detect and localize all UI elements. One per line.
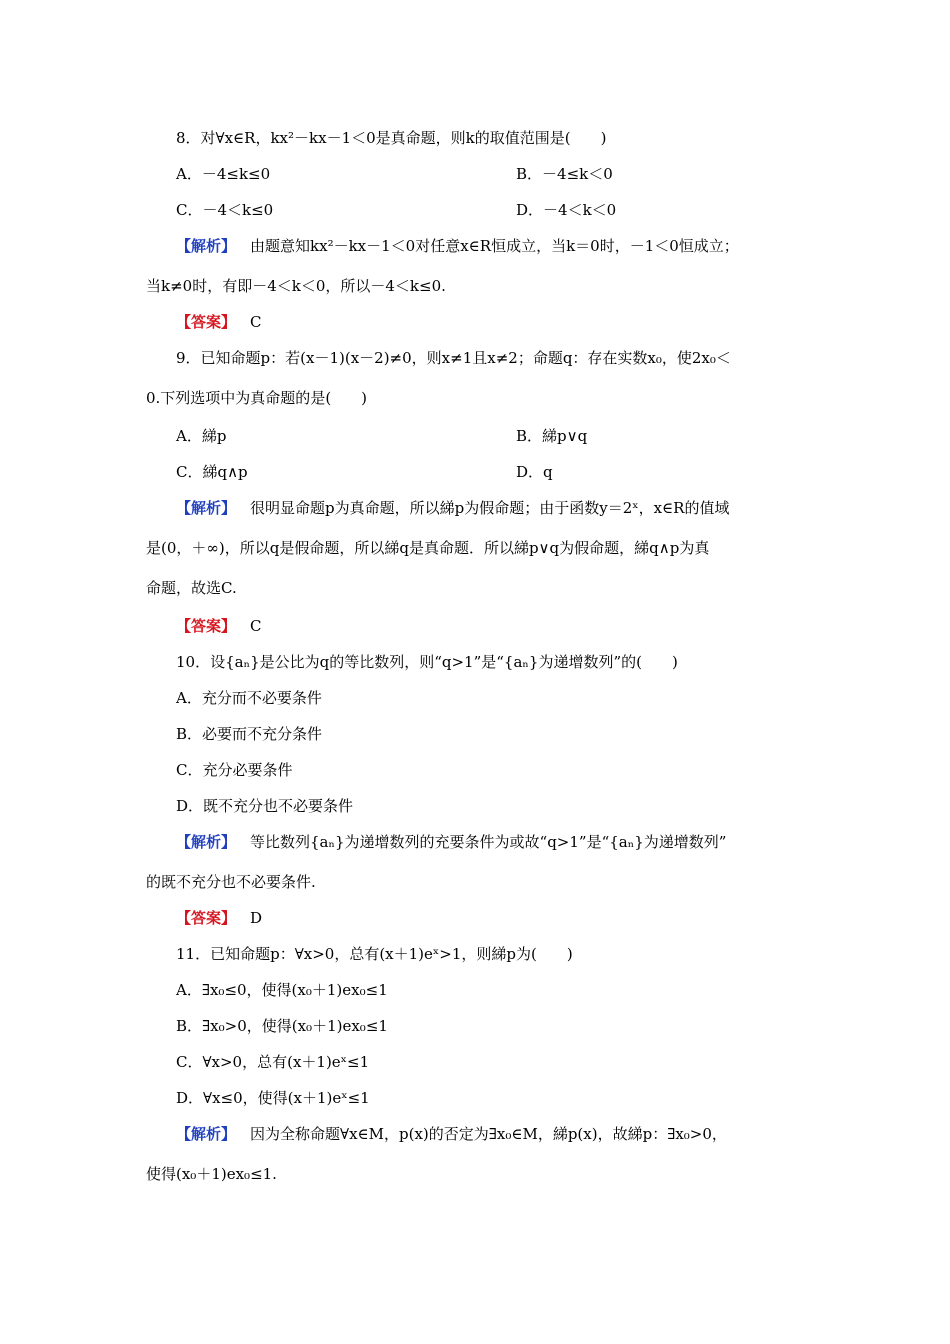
q9-analysis-text-1: 很明显命题p为真命题，所以綈p为假命题；由于函数y＝2ˣ，x∈R的值域	[250, 499, 730, 517]
q9-answer	[176, 616, 262, 636]
q10-answer-value: D	[250, 909, 263, 927]
q9-stem-line-1: 9．已知命题p：若(x－1)(x－2)≠0，则x≠1且x≠2；命题q：存在实数x₀，使2x₀＜	[176, 349, 731, 367]
q10-analysis-text-1: 等比数列{aₙ}为递增数列的充要条件为或故“q>1”是“{aₙ}为递增数列”	[250, 833, 727, 851]
q8-option-a: A．－4≤k≤0	[176, 165, 271, 183]
q11-stem: 11．已知命题p：∀x>0，总有(x＋1)eˣ>1，则綈p为( )	[176, 945, 573, 963]
q9-option-a: A．綈p	[176, 427, 227, 445]
q9-answer-value: C	[250, 617, 262, 635]
q9-option-d: D．q	[516, 463, 553, 481]
q8-answer	[176, 312, 262, 332]
q10-option-c: C．充分必要条件	[176, 761, 293, 779]
q11-analysis-line-2: 使得(x₀＋1)ex₀≤1.	[146, 1165, 277, 1183]
q8-stem: 8．对∀x∈R，kx²－kx－1＜0是真命题，则k的取值范围是( )	[176, 129, 607, 147]
answer-label: 【答案】	[176, 313, 237, 331]
answer-label: 【答案】	[176, 909, 237, 927]
q8-analysis-line-1	[176, 236, 739, 256]
q9-option-c: C．綈q∧p	[176, 463, 248, 481]
q11-analysis-text-1: 因为全称命题∀x∈M，p(x)的否定为∃x₀∈M，綈p(x)，故綈p：∃x₀>0，	[250, 1125, 727, 1143]
q11-option-a: A．∃x₀≤0，使得(x₀＋1)ex₀≤1	[176, 981, 388, 999]
q10-stem: 10．设{aₙ}是公比为q的等比数列，则“q>1”是“{aₙ}为递增数列”的( )	[176, 653, 678, 671]
q8-analysis-text-1: 由题意知kx²－kx－1＜0对任意x∈R恒成立，当k＝0时，－1＜0恒成立；	[250, 237, 739, 255]
q8-analysis-line-2: 当k≠0时，有即－4＜k＜0，所以－4＜k≤0.	[146, 277, 446, 295]
q10-option-b: B．必要而不充分条件	[176, 725, 323, 743]
answer-label: 【答案】	[176, 617, 237, 635]
q8-option-b: B．－4≤k＜0	[516, 165, 613, 183]
q10-option-a: A．充分而不必要条件	[176, 689, 322, 707]
q11-option-d: D．∀x≤0，使得(x＋1)eˣ≤1	[176, 1089, 370, 1107]
q11-analysis-line-1	[176, 1124, 727, 1144]
q10-option-d: D．既不充分也不必要条件	[176, 797, 354, 815]
q11-option-c: C．∀x>0，总有(x＋1)eˣ≤1	[176, 1053, 370, 1071]
q9-analysis-line-3: 命题，故选C.	[146, 579, 237, 597]
q8-answer-value: C	[250, 313, 262, 331]
q10-answer	[176, 908, 262, 928]
q10-analysis-line-1	[176, 832, 726, 852]
q8-option-d: D．－4＜k＜0	[516, 201, 617, 219]
q9-option-b: B．綈p∨q	[516, 427, 588, 445]
q10-analysis-line-2: 的既不充分也不必要条件.	[146, 873, 316, 891]
analysis-label: 【解析】	[176, 1125, 237, 1143]
analysis-label: 【解析】	[176, 499, 237, 517]
q8-option-c: C．－4＜k≤0	[176, 201, 274, 219]
analysis-label: 【解析】	[176, 833, 237, 851]
q9-stem-line-2: 0.下列选项中为真命题的是( )	[146, 389, 368, 407]
analysis-label: 【解析】	[176, 237, 237, 255]
q11-option-b: B．∃x₀>0，使得(x₀＋1)ex₀≤1	[176, 1017, 388, 1035]
q9-analysis-line-1	[176, 498, 729, 518]
q9-analysis-line-2: 是(0，＋∞)，所以q是假命题，所以綈q是真命题．所以綈p∨q为假命题，綈q∧p为真	[146, 539, 710, 557]
